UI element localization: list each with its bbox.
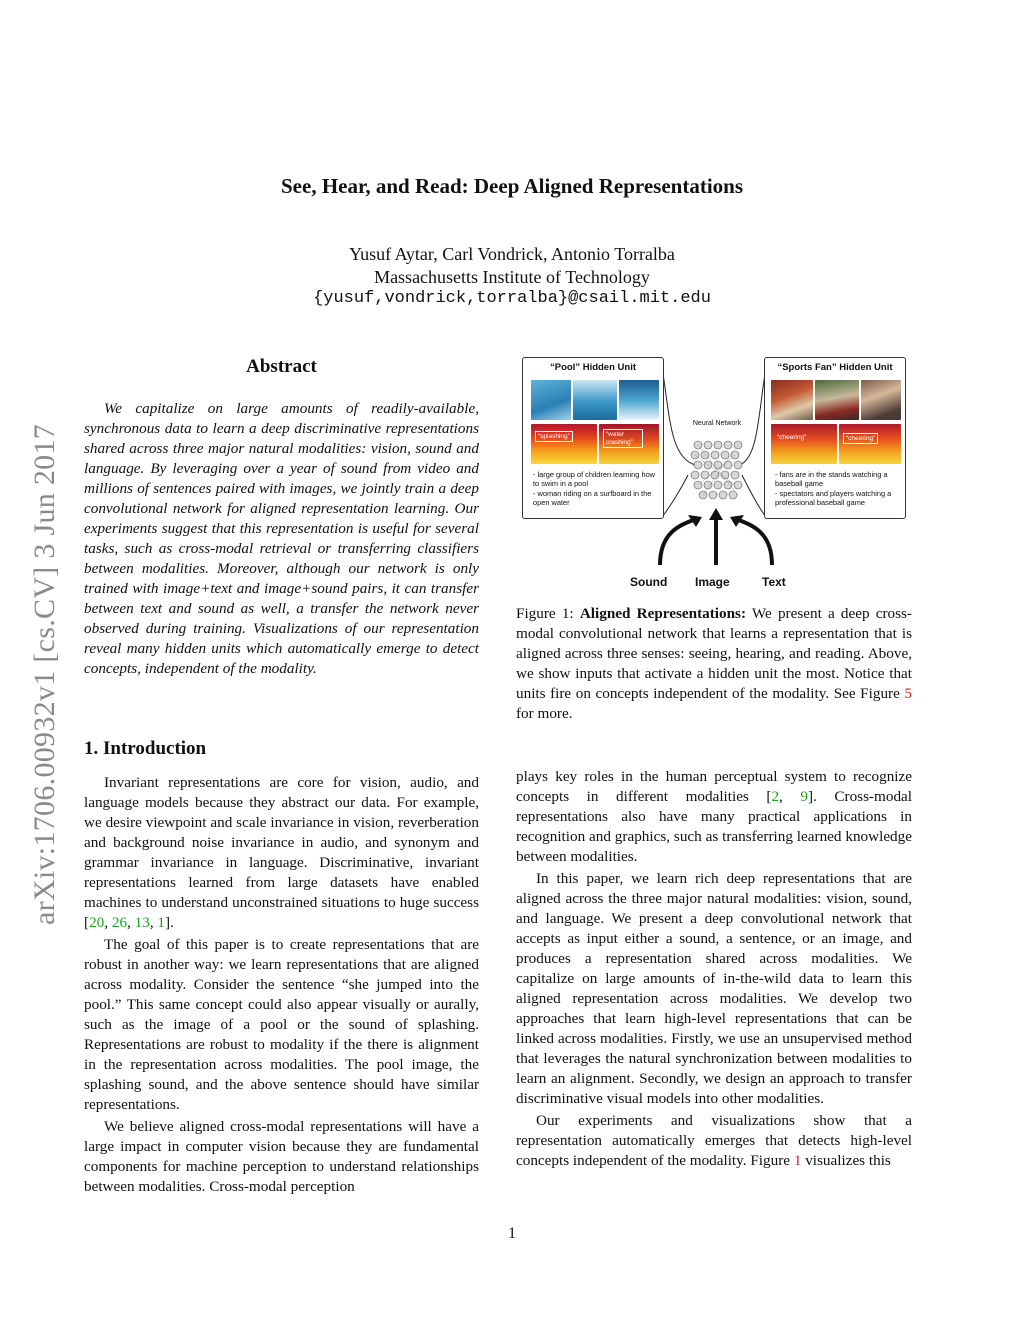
input-label-image: Image [695, 575, 730, 589]
pool-text-examples [533, 470, 657, 508]
caption-bold-title: Aligned Representations: [579, 605, 747, 622]
pool-caption-example: - large group of children learning how to swim in a pool [533, 470, 656, 489]
sports-fan-sound-label: “cheering” [777, 434, 807, 441]
pool-sound-spectrogram [531, 424, 597, 464]
author-email: {yusuf,vondrick,torralba}@csail.mit.edu [313, 289, 711, 308]
sports-fan-unit-title: “Sports Fan” Hidden Unit [777, 362, 893, 373]
intro-p1-end: ]. [165, 914, 174, 931]
neural-network-label: Neural Network [692, 420, 742, 427]
caption-prefix: Figure 1: [516, 605, 580, 622]
arxiv-identifier: arXiv:1706.00932v1 [cs.CV] 3 Jun 2017 [28, 423, 61, 925]
sports-fan-caption-example: - spectators and players watching a professional baseball game [775, 488, 892, 508]
sports-fan-caption-example: - fans are in the stands watching a baseball game [775, 470, 888, 489]
figure-reference-link[interactable]: 1 [793, 1152, 802, 1169]
citation-link[interactable]: 9 [800, 788, 808, 805]
introduction-right-column [516, 767, 912, 1173]
intro-p4-text: plays key roles in the human perceptual system to recognize concepts in different modalities [ [516, 768, 912, 805]
figure-1-caption [516, 604, 912, 724]
pool-image-thumbnail [573, 380, 617, 420]
intro-paragraph-5: In this paper, we learn rich deep representations that are aligned across the three major natural modalities: vision, sound, and language. We present a deep convolutional network that accepts as input either a sound, a sentence, or an image, and produces a representation shared across modalities. We capitalize on large amounts of in-the-wild data to learn this aligned representation across modalities. We develop two approaches that learn high-level representations that can be linked across modalities. Firstly, we use an unsupervised method that leverages the natural synchronization between modalities to learn an alignment. Secondly, we design an approach to transfer discriminative visual models into other modalities. [516, 870, 912, 1107]
sports-fan-sound-label: “cheering” [843, 433, 878, 444]
sports-fan-image-thumbnail [815, 380, 859, 420]
sports-fan-image-thumbnail [771, 380, 813, 420]
citation-link[interactable]: 1 [157, 914, 165, 931]
citation-link[interactable]: 13 [134, 914, 150, 931]
input-label-sound: Sound [630, 575, 668, 589]
sports-fan-hidden-unit-panel [764, 357, 906, 519]
sports-fan-sound-spectrogram [771, 424, 837, 464]
sports-fan-sound-spectrogram [839, 424, 901, 464]
pool-hidden-unit-panel [522, 357, 664, 519]
sports-fan-image-thumbnail [861, 380, 901, 420]
author-block [0, 243, 1024, 311]
introduction-heading: 1. Introduction [84, 738, 207, 759]
pool-image-thumbnail [619, 380, 659, 420]
pool-caption-example: - woman riding on a surfboard in the open water [533, 488, 652, 508]
input-arrows [660, 517, 772, 565]
pool-unit-title: “Pool” Hidden Unit [549, 362, 637, 373]
intro-paragraph-6 [516, 1111, 912, 1171]
intro-paragraph-3: We believe aligned cross-modal representations will have a large impact in computer vision because they are fundamental components for machine perception to understand relationships between modalities. Cross-modal perception [84, 1118, 479, 1195]
pool-sound-label: “splashing” [535, 431, 573, 442]
intro-p6-text: visualizes this [801, 1152, 891, 1169]
citation-link[interactable]: 26 [111, 914, 128, 931]
figure-1 [520, 357, 910, 593]
caption-end: for more. [516, 705, 573, 722]
author-names: Yusuf Aytar, Carl Vondrick, Antonio Torralba [349, 244, 675, 264]
intro-paragraph-1: Invariant representations are core for vision, audio, and language models because they abstract our data. For example, we desire viewpoint and scale invariance in vision, reverberation and background noise invariance in audio, and synonym and grammar invariance in language. Discriminative, invariant representations learned from large datasets have enabled machines to understand unconstrained situations to huge success [20, 26, 13, 1]. [84, 774, 479, 931]
page-number: 1 [508, 1225, 516, 1242]
paper-title: See, Hear, and Read: Deep Aligned Representations [281, 174, 743, 198]
input-label-text: Text [762, 575, 786, 589]
intro-p4-text: ]. Cross-modal representations also have many practical applications in recognition and graphics, such as transferring learned knowledge between modalities. [516, 788, 912, 865]
citation-link[interactable]: 2 [771, 788, 780, 805]
pool-sound-label: “water crashing” [603, 429, 643, 448]
intro-paragraph-4: plays key roles in the human perceptual system to recognize concepts in different modalities [2, 9]. Cross-modal representations also have many practical applications in recognition and graphics, such as transferring learned knowledge between modalities. [516, 768, 912, 865]
abstract-text: We capitalize on large amounts of readily-available, synchronous data to learn a deep discriminative representations shared across three major natural modalities: vision, sound and language. By leveraging over a year of sound from video and millions of sentences paired with images, we jointly train a deep convolutional network for aligned representation learning. Our experiments suggest that this representation is useful for several tasks, such as cross-modal retrieval or transferring classifiers between modalities. Moreover, although our network is only trained with image+text and image+sound pairs, it can transfer between text and sound as well, a transfer the network never observed during training. Visualizations of our representation reveal many hidden units which automatically emerge to detect concepts, independent of the modality. [84, 400, 479, 677]
abstract-heading: Abstract [246, 356, 317, 377]
intro-p6-text: Our experiments and visualizations show that a representation automatically emerges that detects high-level concepts independent of the modality. Figure [516, 1112, 912, 1169]
figure-reference-link[interactable]: 5 [904, 685, 912, 702]
caption-text: We present a deep cross-modal convolutional network that learns a representation that is aligned across three senses: seeing, hearing, and reading. Above, we show inputs that activate a hidden unit the most. Notice that units fire on concepts independent of the modality. See Figure [516, 605, 912, 702]
intro-p1-text: Invariant representations are core for vision, audio, and language models because they abstract our data. For example, we desire viewpoint and scale invariance in vision, reverberation and background noise invariance in audio, and synonym and grammar invariance in language. Discriminative, invariant representations learned from large datasets have enabled machines to understand unconstrained situations to huge success [ [84, 774, 479, 931]
intro-paragraph-2: The goal of this paper is to create representations that are robust in another way: we learn representations that are aligned across modality. Consider the sentence “she jumped into the pool.” This same concept could also appear visually or aurally, such as the image of a pool or the sound of splashing. Representations are robust to modality if the there is alignment in the representation across modalities. The pool image, the splashing sound, and the above sentence should have similar representations. [84, 936, 479, 1113]
introduction-left-column [84, 773, 479, 1199]
author-affiliation: Massachusetts Institute of Technology [374, 266, 650, 287]
pool-image-thumbnail [531, 380, 571, 420]
citation-link[interactable]: 20 [89, 914, 105, 931]
sports-fan-text-examples [775, 470, 899, 508]
